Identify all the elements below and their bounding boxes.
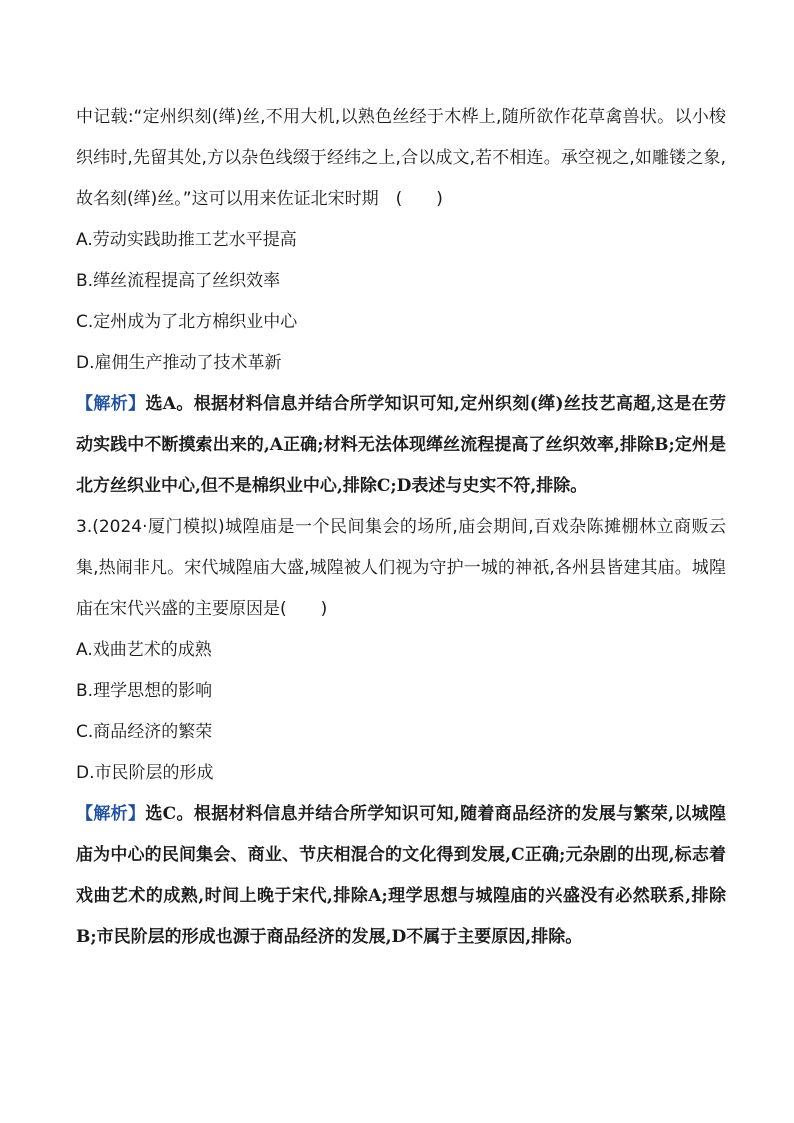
question-3-analysis <box>76 794 726 958</box>
question-2-option-d: D.雇佣生产推动了技术革新 <box>76 353 282 373</box>
question-2-option-a: A.劳动实践助推工艺水平提高 <box>76 230 297 250</box>
analysis-text: 选A。根据材料信息并结合所学知识可知,定州织刻(缂)丝技艺高超,这是在劳动实践中不断摸索出来的,A正确;材料无法体现缂丝流程提高了丝织效率,排除B;定州是北方丝织业中心,但不是棉织业中心,排除C;D表述与史实不符,排除。 <box>76 394 727 496</box>
question-3-option-d: D.市民阶层的形成 <box>76 763 214 783</box>
analysis-tag: 【解析】 <box>76 804 146 824</box>
analysis-text: 选C。根据材料信息并结合所学知识可知,随着商品经济的发展与繁荣,以城隍庙为中心的民间集会、商业、节庆相混合的文化得到发展,C正确;元杂剧的出现,标志着戏曲艺术的成熟,时间上晚于宋代,排除A;理学思想与城隍庙的兴盛没有必然联系,排除B;市民阶层的形成也源于商品经济的发展,D不属于主要原因,排除。 <box>76 804 727 947</box>
question-2-stem: 中记载:“定州织刻(缂)丝,不用大机,以熟色丝经于木桦上,随所欲作花草禽兽状。以小梭织纬时,先留其处,方以杂色线缀于经纬之上,合以成文,若不相连。承空视之,如雕镂之象,故名刻(缂)丝。”这可以用来佐证北宋时期 ( ) <box>76 107 726 209</box>
question-2-analysis <box>76 384 726 507</box>
question-3-stem: 3.(2024·厦门模拟)城隍庙是一个民间集会的场所,庙会期间,百戏杂陈摊棚林立商贩云集,热闹非凡。宋代城隍庙大盛,城隍被人们视为守护一城的神祇,各州县皆建其庙。城隍庙在宋代兴盛的主要原因是( ) <box>76 517 726 619</box>
question-3-option-a: A.戏曲艺术的成熟 <box>76 640 212 660</box>
analysis-tag: 【解析】 <box>76 394 146 414</box>
question-3-option-c: C.商品经济的繁荣 <box>76 722 213 742</box>
question-3-option-b: B.理学思想的影响 <box>76 681 213 701</box>
question-2-option-c: C.定州成为了北方棉织业中心 <box>76 312 298 332</box>
document-page <box>76 97 726 958</box>
question-2-option-b: B.缂丝流程提高了丝织效率 <box>76 271 281 291</box>
